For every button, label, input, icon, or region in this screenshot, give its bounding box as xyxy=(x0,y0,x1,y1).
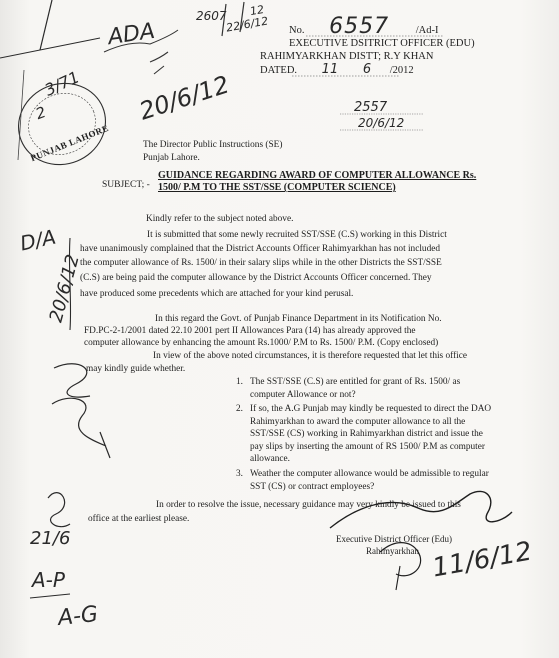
list-item-line: The SST/SSE (C.S) are entitled for grant of Rs. 1500/ as xyxy=(250,377,461,387)
list-item-line: pay slips by inserting the amount of RS 1500/ P.M as computer xyxy=(250,441,485,452)
paragraph-2-line-3: the computer allowance of Rs. 1500/ in their salary slips while in the other Districts the SST/SSE xyxy=(80,258,442,268)
margin-handwritten-date: 20/6/12 xyxy=(45,252,84,325)
margin-mark xyxy=(40,0,52,50)
reference-suffix: /Ad-I xyxy=(415,25,439,36)
margin-handwritten-da: D/A xyxy=(17,224,58,256)
margin-handwritten-ag: A-G xyxy=(56,601,100,632)
paragraph-2-line-5: have produced some precedents which are attached for your kind perusal. xyxy=(80,289,354,299)
addressee-line-2: Punjab Lahore. xyxy=(143,153,200,163)
list-item-number: 2. xyxy=(236,404,243,414)
issuing-district: RAHIMYARKHAN DISTT; R.Y KHAN xyxy=(260,51,434,62)
margin-initial-scribble xyxy=(54,364,90,397)
paragraph-5-line-2: office at the earliest please. xyxy=(88,514,190,524)
reference-number-line xyxy=(289,14,439,39)
issuing-office: EXECUTIVE DSITRICT OFFICER (EDU) xyxy=(289,38,475,49)
handwritten-diary-date: 22/6/12 xyxy=(225,14,270,35)
paragraph-3-line-2: FD.PC-2-1/2001 dated 22.10 2001 pert II Allowances Para (14) has already approved the xyxy=(84,326,416,336)
subject-line-2: 1500/ P.M TO THE SST/SSE (COMPUTER SCIENCE) xyxy=(158,182,396,193)
no-label: No. xyxy=(289,25,305,36)
handwritten-ref-date: 20/6/12 xyxy=(358,116,405,130)
dated-year: /2012 xyxy=(389,65,414,76)
list-item xyxy=(236,468,489,493)
dated-month: 6 xyxy=(362,62,372,77)
dated-label: DATED. xyxy=(260,65,298,76)
list-item-number: 1. xyxy=(236,377,243,387)
signature-place: Rahimyarkhan xyxy=(366,546,419,556)
margin-handwritten-initial-date: 21/6 xyxy=(30,528,71,549)
handwritten-diary-count: 12 xyxy=(248,2,266,19)
list-item xyxy=(236,403,492,466)
signature-title: Executive District Officer (Edu) xyxy=(336,534,453,544)
list-item-line: SST/SSE (CS) working in Rahimyarkhan district and issue the xyxy=(250,429,483,439)
subject-label: SUBJECT; - xyxy=(102,180,150,190)
list-item-line: Weather the computer allowance would be admissible to regular xyxy=(250,469,489,479)
paragraph-2-line-2: have unanimously complained that the District Accounts Officer Rahimyarkhan has not included xyxy=(80,244,440,254)
subject-line-1: GUIDANCE REGARDING AWARD OF COMPUTER ALLOWANCE Rs. xyxy=(158,170,477,181)
reference-number-handwritten: 6557 xyxy=(329,14,390,39)
paragraph-3-line-1: In this regard the Govt. of Punjab Finance Department in its Notification No. xyxy=(155,314,442,324)
list-item-line: computer Allowance or not? xyxy=(250,389,356,400)
paragraph-1: Kindly refer to the subject noted above. xyxy=(146,214,294,224)
paragraph-4-line-1: In view of the above noted circumstances, it is therefore requested that let this office xyxy=(153,351,468,361)
list-item-line: Rahimyarkhan to award the computer allowance to all the xyxy=(250,416,466,427)
list-item-line: If so, the A.G Punjab may kindly be requested to direct the DAO xyxy=(250,404,492,414)
paragraph-3-line-3: computer allowance by enhancing the amount Rs.1000/ P.M to Rs. 1500/ P.M. (Copy enclosed) xyxy=(84,338,439,348)
handwritten-ref-number: 2557 xyxy=(354,100,388,115)
list-item xyxy=(236,376,461,401)
dated-day: 11 xyxy=(321,62,339,77)
dated-line xyxy=(260,64,414,77)
list-item-number: 3. xyxy=(236,469,243,479)
paragraph-2-line-1: It is submitted that some newly recruited SST/SSE (C.S) working in this District xyxy=(147,230,447,240)
stamp-handwritten-number: 3/71 xyxy=(41,67,83,100)
paragraph-2-line-4: (C.S) are being paid the computer allowance by the District Accounts Officer concerned. They xyxy=(80,273,432,283)
margin-handwritten-ap: A-P xyxy=(32,568,65,592)
paragraph-4-line-2: may kindly guide whether. xyxy=(86,364,186,374)
handwritten-ada: ADA xyxy=(106,18,157,51)
paragraph-5-line-1: In order to resolve the issue, necessary guidance may very kindly be issued to this xyxy=(156,500,461,510)
stamp-handwritten-count: 2 xyxy=(33,102,49,124)
list-item-line: SST (CS) or contract employees? xyxy=(250,481,375,492)
stamp-name: PUNJAB LAHORE xyxy=(29,122,111,164)
handwritten-left-date: 20/6/12 xyxy=(135,70,233,126)
list-item-line: allowance. xyxy=(250,454,291,464)
signature-handwritten-date: 11/6/12 xyxy=(430,536,535,584)
addressee-line-1: The Director Public Instructions (SE) xyxy=(143,140,283,150)
handwritten-diary-number: 2607 xyxy=(196,9,227,23)
